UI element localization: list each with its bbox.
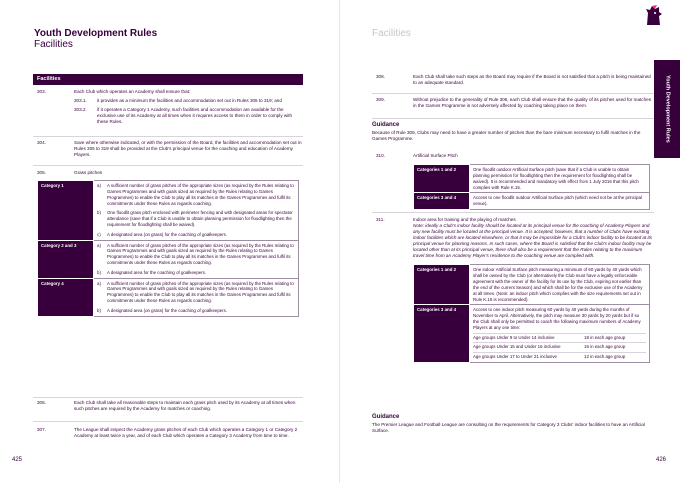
age-group-row [473, 333, 646, 341]
max-players: 18 in each age group [584, 334, 626, 340]
list-marker: a) [97, 280, 101, 286]
rule-number: 307. [37, 427, 46, 432]
list-marker: b) [97, 269, 101, 275]
rule-310 [372, 151, 654, 213]
subrule-number: 303.1. [74, 98, 87, 104]
rule-306 [33, 400, 303, 422]
rule-text: Indoor area for training and the playing of matches [413, 217, 516, 222]
category-label: Category 4 [38, 278, 94, 316]
subrule-text: if it operates a Category 1 Academy, such facilities and accommodation are available for the exclusive use of its Academy at all times when it requires access to them in order to comply with these Rules. [97, 107, 293, 125]
section-sidebar-tab [654, 60, 680, 158]
category-label: Category 2 and 3 [38, 240, 94, 278]
list-marker: a) [97, 242, 101, 248]
requirement-text: One floodlit grass pitch enclosed with perimeter fencing and with designated areas for spectator attendance (save that if a Club is unable to obtain planning permission for floodlighting then the requirement for floodlighting shall be waived). [107, 210, 293, 227]
guidance-heading: Guidance [372, 122, 400, 128]
guidance-heading: Guidance [372, 414, 400, 420]
list-marker: a) [97, 183, 101, 189]
indoor-area-table [413, 264, 650, 363]
subrule-text: it provides as a minimum the facilities and accommodation set out in Rules 305 to 319; and [97, 98, 282, 104]
rule-number: 311. [376, 217, 385, 222]
rule-note: Note: ideally a Club's indoor facility should be located at its principal venue for the coaching of Academy Players and any new facility must be located at the principal venue. It is accepted, however, that a number of Clubs have existing indoor facilities which are located elsewhere, or that it may be impossible for a Club's indoor facility to be located at its principal venue for planning reasons. In such cases, where the Board is satisfied that the Club's indoor facility may be located other than at its principal venue, there shall also be a requirement that the Rules relating to the maximum travel time from an Academy Player's residence to the coaching venue are complied with. [413, 223, 653, 259]
category-label: Categories 3 and 4 [414, 305, 470, 363]
rule-number: 305. [37, 170, 46, 175]
guidance-text: The Premier League and Football League are consulting on the requirements for Category 3 Clubs' indoor facilities to have an Artificial Surface. [372, 421, 645, 433]
guidance-text: Because of Rule 309, Clubs may need to have a greater number of pitches than the bare minimum necessary to fulfil matches in the Games Programme. [372, 129, 641, 141]
rule-304 [33, 140, 303, 166]
right-page [340, 0, 680, 483]
list-marker: b) [97, 307, 101, 313]
rule-number: 303. [37, 89, 46, 94]
requirement-text: A designated area (on grass) for the coaching of goalkeepers. [107, 231, 228, 237]
requirement-text: One floodlit outdoor Artificial Surface pitch (save that if a Club is unable to obtain planning permission for floodlighting then the requirement for floodlighting shall be waived). It is recommended and mandatory with effect from 1 July 2016 that this pitch complies with Rule K.15. [470, 165, 650, 193]
requirement-text: Access to one floodlit outdoor Artificial Surface pitch (which need not be at the principal venue). [470, 193, 650, 210]
rule-303 [33, 89, 303, 137]
category-label: Categories 1 and 2 [414, 265, 470, 305]
rule-307 [33, 427, 303, 451]
rule-number: 304. [37, 140, 46, 145]
page-number: 425 [12, 457, 23, 464]
guidance-block [372, 414, 654, 434]
guidance-block [372, 122, 654, 142]
rule-308 [372, 74, 654, 94]
requirement-text: A designated area for the coaching of goalkeepers. [107, 269, 207, 275]
page-number: 426 [655, 457, 666, 464]
requirement-text: Access to one indoor pitch measuring 60 yards by 40 yards during the months of November to April. Alternatively, the pitch may measure 30 yards by 20 yards but if so the Club shall only be permitted to coach the following maximum numbers of Academy Players at any one time: [473, 307, 641, 330]
requirement-text: A designated area (on grass) for the coaching of goalkeepers. [107, 307, 228, 313]
rule-309 [372, 97, 654, 119]
premier-league-lion-logo [643, 3, 665, 28]
running-header: Facilities [372, 28, 411, 39]
sidebar-label: Youth Development Rules [664, 75, 671, 143]
page-subtitle: Facilities [34, 39, 73, 50]
section-header: Facilities [33, 74, 303, 85]
requirement-text: One indoor Artificial Surface pitch measuring a minimum of 60 yards by 40 yards which shall be owned by the Club (or alternatively the Club must have a legally enforceable agreement with the owner of the facility for its use by the Club, expiring not earlier than the end of the current Season) and which shall be for the exclusive use of the Academy at all times. (Note: an indoor pitch which complies with the size requirements set out in Rule K.15 is recommended). [470, 265, 650, 305]
rule-text: Artificial Surface Pitch [413, 153, 458, 158]
category-label: Category 1 [38, 181, 94, 241]
list-marker: c) [97, 231, 101, 237]
max-players: 12 in each age group [584, 354, 626, 360]
rule-text: Each Club shall take such steps as the Board may require if the Board is not satisfied that a pitch is being maintained to an adequate standard. [413, 74, 651, 86]
rule-text: The League shall inspect the Academy grass pitches of each Club which operates a Category 1 or Category 2 Academy at least twice a year, and of each Club which operates a Category 3 Academy from time to time. [74, 427, 298, 439]
rule-text: Each Club which operates an Academy shall ensure that: [74, 89, 191, 94]
subrule-number: 303.2. [74, 107, 87, 113]
requirement-text: A sufficient number of grass pitches of the appropriate sizes (as required by the Rules relating to Games Programmes and with goals sized as required by the Rules relating to Games Programmes) to enable the Club to play all its matches in the Games Programmes and fulfil its commitments under these Rules as regards coaching. [107, 242, 294, 265]
max-players: 16 in each age group [584, 344, 626, 350]
category-label: Categories 3 and 4 [414, 193, 470, 210]
rule-number: 309. [376, 97, 385, 102]
rule-number: 306. [37, 400, 46, 405]
age-group: Age groups Under 9 to Under 14 inclusive [473, 334, 555, 340]
rule-number: 310. [376, 153, 385, 158]
age-group: Age groups Under 15 and Under 16 inclusive [473, 344, 561, 350]
rule-text: Without prejudice to the generality of Rule 306, each Club shall ensure that the quality of its pitches used for matches in the Games Programme is not adversely affected by coaching taking place on them. [413, 97, 651, 109]
age-group: Age groups Under 17 to Under 21 inclusive [473, 354, 557, 360]
artificial-pitch-table [413, 164, 650, 210]
rule-text: Grass pitches [74, 170, 103, 175]
rule-text: Save where otherwise indicated, or with the permission of the Board, the facilities and accommodation set out in Rules 305 to 319 shall be provided at the Club's principal venue for the coaching and education of Academy Players. [74, 140, 302, 158]
age-group-row [473, 342, 646, 350]
page-title: Youth Development Rules [34, 28, 158, 39]
rule-311 [372, 217, 654, 363]
rule-305 [33, 170, 303, 398]
grass-pitch-table [37, 180, 299, 317]
age-group-row [473, 352, 646, 360]
requirement-text: A sufficient number of grass pitches of the appropriate sizes (as required by the Rules relating to Games Programmes and with goals sized as required by the Rules relating to Games Programmes) to enable the Club to play all its matches in the Games Programmes and fulfil its commitments under these Rules as regards coaching. [107, 280, 294, 304]
category-label: Categories 1 and 2 [414, 165, 470, 193]
rule-number: 308. [376, 74, 385, 79]
list-marker: b) [97, 210, 101, 216]
rule-text: Each Club shall take all reasonable steps to maintain each grass pitch used by its Academy at all times when such pitches are required by the Academy for matches or coaching. [74, 400, 296, 412]
requirement-text: A sufficient number of grass pitches of the appropriate sizes (as required by the Rules relating to Games Programmes and with goals sized as required by the Rules relating to Games Programmes) to enable the Club to play all its matches in the Games Programmes and fulfil its commitments under these Rules as regards coaching. [107, 183, 294, 206]
